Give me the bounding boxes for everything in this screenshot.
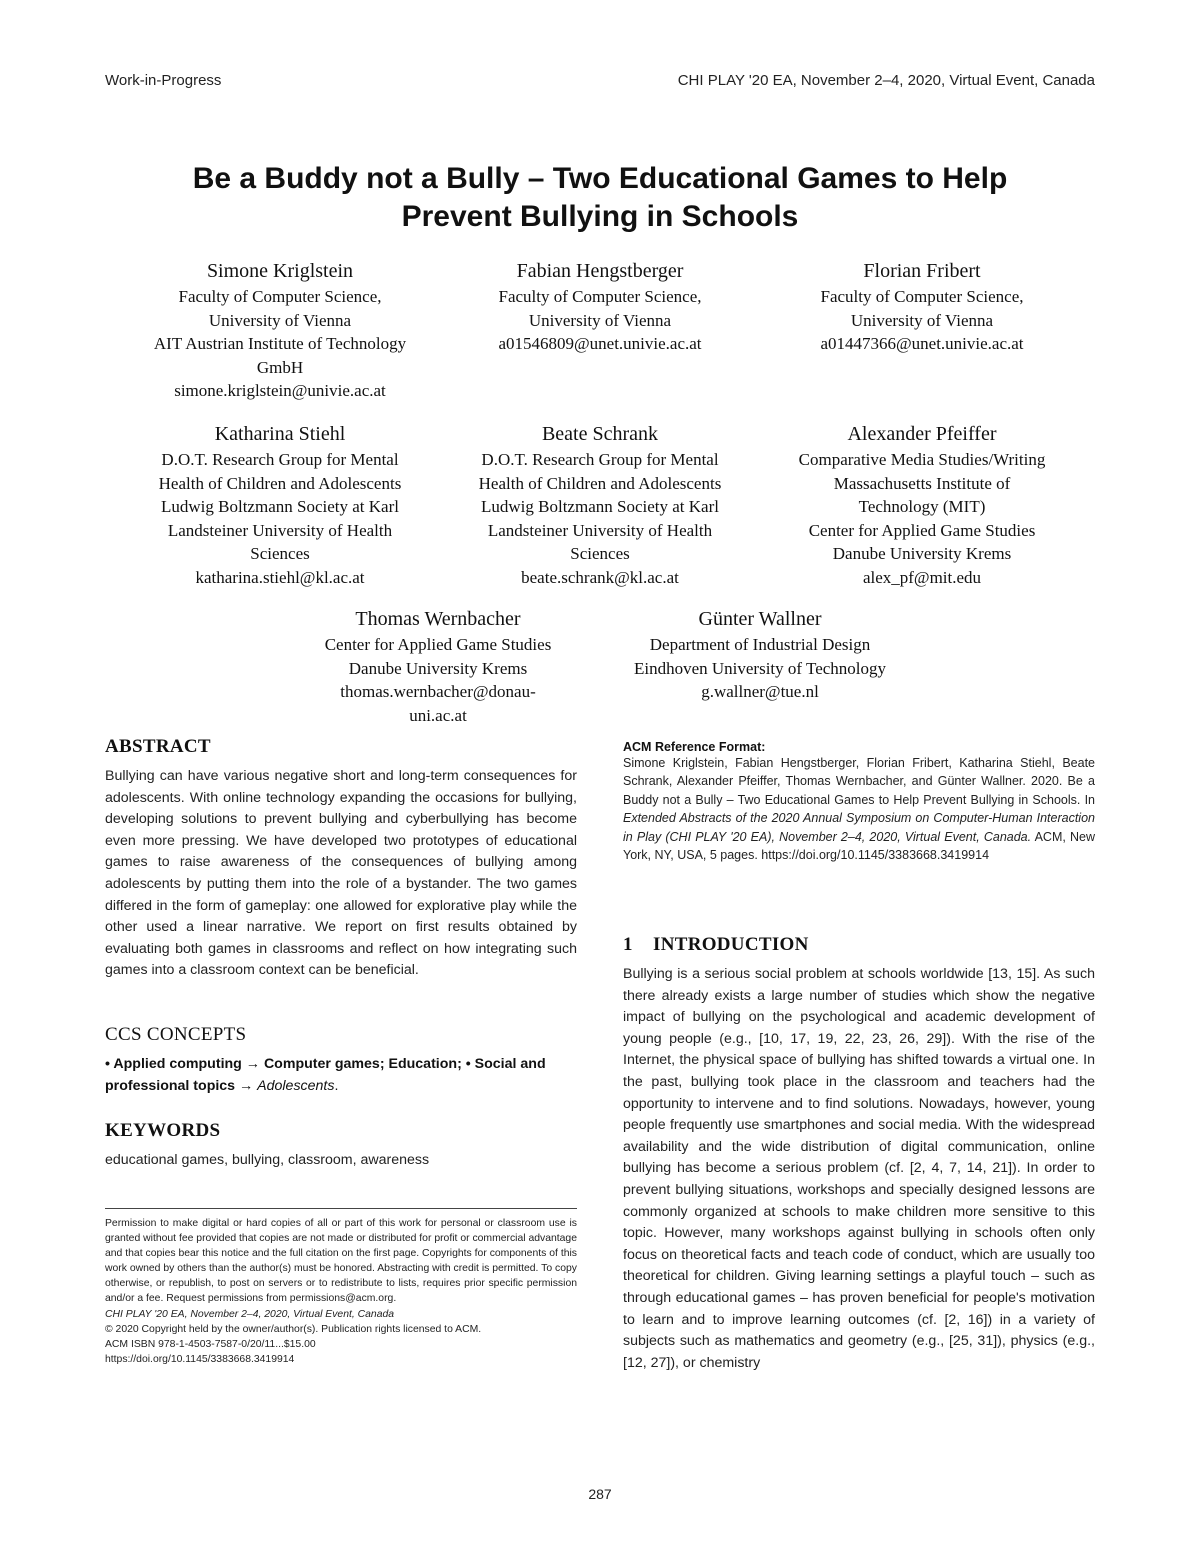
author-name: Florian Fribert bbox=[863, 260, 981, 282]
author-email: beate.schrank@kl.ac.at bbox=[521, 567, 679, 587]
author-block bbox=[440, 258, 760, 356]
author-name: Katharina Stiehl bbox=[214, 423, 346, 445]
author-affiliation: Sciences bbox=[250, 544, 310, 563]
keywords-text: educational games, bullying, classroom, awareness bbox=[105, 1152, 430, 1168]
author-name: Simone Kriglstein bbox=[206, 260, 354, 282]
author-affiliation: Center for Applied Game Studies bbox=[324, 635, 552, 654]
author-affiliation: D.O.T. Research Group for Mental bbox=[481, 450, 719, 469]
author-affiliation: Danube University Krems bbox=[348, 658, 528, 678]
author-affiliation: Faculty of Computer Science, bbox=[498, 287, 702, 306]
ccs-applied-computing: • Applied computing bbox=[105, 1056, 242, 1072]
ccs-text bbox=[105, 1054, 577, 1097]
author-block bbox=[600, 606, 920, 704]
running-header-right: CHI PLAY '20 EA, November 2–4, 2020, Virtual Event, Canada bbox=[677, 72, 1095, 89]
introduction-heading bbox=[623, 934, 1095, 956]
author-email: thomas.wernbacher@donau- bbox=[340, 682, 536, 701]
abstract-heading: ABSTRACT bbox=[105, 736, 211, 757]
author-affiliation: Faculty of Computer Science, bbox=[820, 287, 1024, 306]
footnote-doi: https://doi.org/10.1145/3383668.3419914 bbox=[105, 1353, 295, 1365]
author-affiliation: Center for Applied Game Studies bbox=[808, 520, 1036, 540]
author-affiliation: University of Vienna bbox=[208, 310, 352, 330]
author-affiliation: Department of Industrial Design bbox=[649, 635, 871, 654]
author-email: alex_pf@mit.edu bbox=[862, 567, 982, 587]
ccs-period: . bbox=[334, 1077, 339, 1094]
author-affiliation: Technology (MIT) bbox=[858, 497, 986, 516]
author-affiliation: Danube University Krems bbox=[832, 544, 1012, 563]
author-email: katharina.stiehl@kl.ac.at bbox=[195, 567, 365, 587]
author-block bbox=[120, 421, 440, 589]
ccs-arrow: → bbox=[241, 1056, 264, 1072]
author-block bbox=[120, 258, 440, 403]
author-affiliation: GmbH bbox=[256, 357, 304, 377]
author-affiliation: Ludwig Boltzmann Society at Karl bbox=[161, 497, 399, 516]
page-number: 287 bbox=[588, 1486, 612, 1502]
abstract-section bbox=[105, 736, 577, 982]
author-email: uni.ac.at bbox=[409, 705, 467, 725]
author-affiliation: Health of Children and Adolescents bbox=[478, 473, 722, 493]
author-affiliation: Eindhoven University of Technology bbox=[633, 658, 887, 678]
author-affiliation: AIT Austrian Institute of Technology bbox=[153, 334, 407, 353]
acm-reference-heading: ACM Reference Format: bbox=[623, 740, 766, 754]
acm-reference-section bbox=[623, 740, 1095, 864]
title-line-2: Prevent Bullying in Schools bbox=[401, 200, 799, 233]
author-affiliation: Massachusetts Institute of bbox=[833, 473, 1011, 493]
author-name: Günter Wallner bbox=[698, 608, 822, 630]
author-name: Thomas Wernbacher bbox=[355, 608, 521, 630]
author-affiliation: Faculty of Computer Science, bbox=[178, 287, 382, 306]
permission-footnote bbox=[105, 1216, 577, 1367]
author-affiliation: University of Vienna bbox=[528, 310, 672, 330]
author-affiliation: Health of Children and Adolescents bbox=[158, 473, 402, 493]
author-block bbox=[762, 421, 1082, 589]
introduction-text: Bullying is a serious social problem at schools worldwide [13, 15]. As such there already exists a large number of studies which show the negative impact of bullying on the psychological and academic development of young people (e.g., [10, 17, 19, 22, 23, 26, 29]). With the rise of the Internet, the physical space of bullying has shifted towards a virtual one. In the past, bullying took place in the classroom and teachers had the opportunity to intervene and to find solutions. Nowadays, however, young people frequently use smartphones and social media. With the widespread availability and the wide distribution of digital communication, online bullying has become a serious problem (cf. [2, 4, 7, 14, 21]). In order to prevent bullying situations, workshops and specially designed lessons are commonly organized at schools to make children more sensitive to this topic. However, many workshops against bullying in schools often only focus on theoretical facts and teach code of conduct, which are usually too theoretical for children. Giving learning settings a playful touch – such as through educational games – has proven beneficial for people's motivation to learn and to improve learning outcomes (cf. [2, 16]) in a variety of subjects such as mathematics and geometry (e.g., [25, 31]), physics (e.g., [12, 27]), or chemistry bbox=[623, 966, 1095, 1371]
author-block bbox=[278, 606, 598, 727]
ccs-social-topics: • Social and professional topics bbox=[105, 1056, 546, 1094]
author-block bbox=[440, 421, 760, 589]
keywords-section bbox=[105, 1120, 577, 1172]
acm-reference-authors: Simone Kriglstein, Fabian Hengstberger, Florian Fribert, Katharina Stiehl, Beate Schrank, Alexander Pfeiffer, Thomas Wernbacher, and Günter Wallner. 2020. Be a Buddy not a Bully – Two Educational Games to Help Prevent Bullying in Schools. In bbox=[623, 756, 1095, 807]
author-affiliation: D.O.T. Research Group for Mental bbox=[161, 450, 399, 469]
keywords-heading: KEYWORDS bbox=[105, 1120, 221, 1141]
author-name: Fabian Hengstberger bbox=[516, 260, 684, 282]
author-email: a01546809@unet.univie.ac.at bbox=[498, 334, 702, 353]
author-name: Alexander Pfeiffer bbox=[847, 423, 997, 445]
paper-title bbox=[100, 160, 1100, 236]
author-affiliation: Landsteiner University of Health bbox=[167, 520, 393, 540]
section-number: 1 bbox=[623, 934, 633, 955]
ccs-heading: CCS CONCEPTS bbox=[105, 1024, 247, 1045]
acm-reference-tail: ACM, New York, NY, USA, 5 pages. https://doi.org/10.1145/3383668.3419914 bbox=[623, 829, 1095, 863]
section-title: INTRODUCTION bbox=[653, 934, 809, 955]
author-name: Beate Schrank bbox=[541, 423, 659, 445]
author-affiliation: Comparative Media Studies/Writing bbox=[798, 450, 1046, 469]
ccs-arrow: → bbox=[235, 1077, 258, 1094]
ccs-computer-games: Computer games; Education; bbox=[263, 1056, 462, 1072]
author-email: g.wallner@tue.nl bbox=[701, 682, 819, 701]
footnote-isbn: ACM ISBN 978-1-4503-7587-0/20/11...$15.00 bbox=[105, 1338, 316, 1350]
abstract-text: Bullying can have various negative short and long-term consequences for adolescents. With online technology expanding the occasions for bullying, developing solutions to prevent bullying and cyberbullying has become even more pressing. We have developed two prototypes of educational games to raise awareness of the consequences of bullying among adolescents by putting them into the role of a bystander. The two games differed in the form of gameplay: one allowed for explorative play while the other used a linear narrative. We report on first results obtained by evaluating both games in classrooms and reflect on how integrating such games into a classroom context can be beneficial. bbox=[105, 768, 577, 979]
author-email: a01447366@unet.univie.ac.at bbox=[820, 334, 1024, 353]
ccs-adolescents: Adolescents bbox=[257, 1077, 335, 1094]
introduction-section bbox=[623, 934, 1095, 1374]
acm-reference-venue: Extended Abstracts of the 2020 Annual Symposium on Computer-Human Interaction in Play (CHI PLAY '20 EA), November 2–4, 2020, Virtual Event, Canada. bbox=[623, 811, 1095, 844]
author-affiliation: University of Vienna bbox=[850, 310, 994, 330]
title-line-1: Be a Buddy not a Bully – Two Educational Games to Help bbox=[192, 162, 1008, 195]
permission-text: Permission to make digital or hard copies of all or part of this work for personal or classroom use is granted without fee provided that copies are not made or distributed for profit or commercial advantage and that copies bear this notice and the full citation on the first page. Copyrights for components of this work owned by others than the author(s) must be honored. Abstracting with credit is permitted. To copy otherwise, or republish, to post on servers or to redistribute to lists, requires prior specific permission and/or a fee. Request permissions from permissions@acm.org. bbox=[105, 1218, 577, 1305]
footnote-copyright: © 2020 Copyright held by the owner/author(s). Publication rights licensed to ACM. bbox=[105, 1323, 482, 1335]
author-email: simone.kriglstein@univie.ac.at bbox=[174, 381, 386, 400]
author-affiliation: Landsteiner University of Health bbox=[487, 520, 713, 540]
footnote-venue: CHI PLAY '20 EA, November 2–4, 2020, Virtual Event, Canada bbox=[105, 1308, 395, 1320]
author-block bbox=[762, 258, 1082, 356]
ccs-section bbox=[105, 1024, 577, 1097]
author-affiliation: Ludwig Boltzmann Society at Karl bbox=[481, 497, 719, 516]
acm-reference-text bbox=[623, 754, 1095, 864]
footnote-divider bbox=[105, 1208, 577, 1209]
author-affiliation: Sciences bbox=[570, 544, 630, 563]
running-header-left: Work-in-Progress bbox=[105, 72, 222, 89]
